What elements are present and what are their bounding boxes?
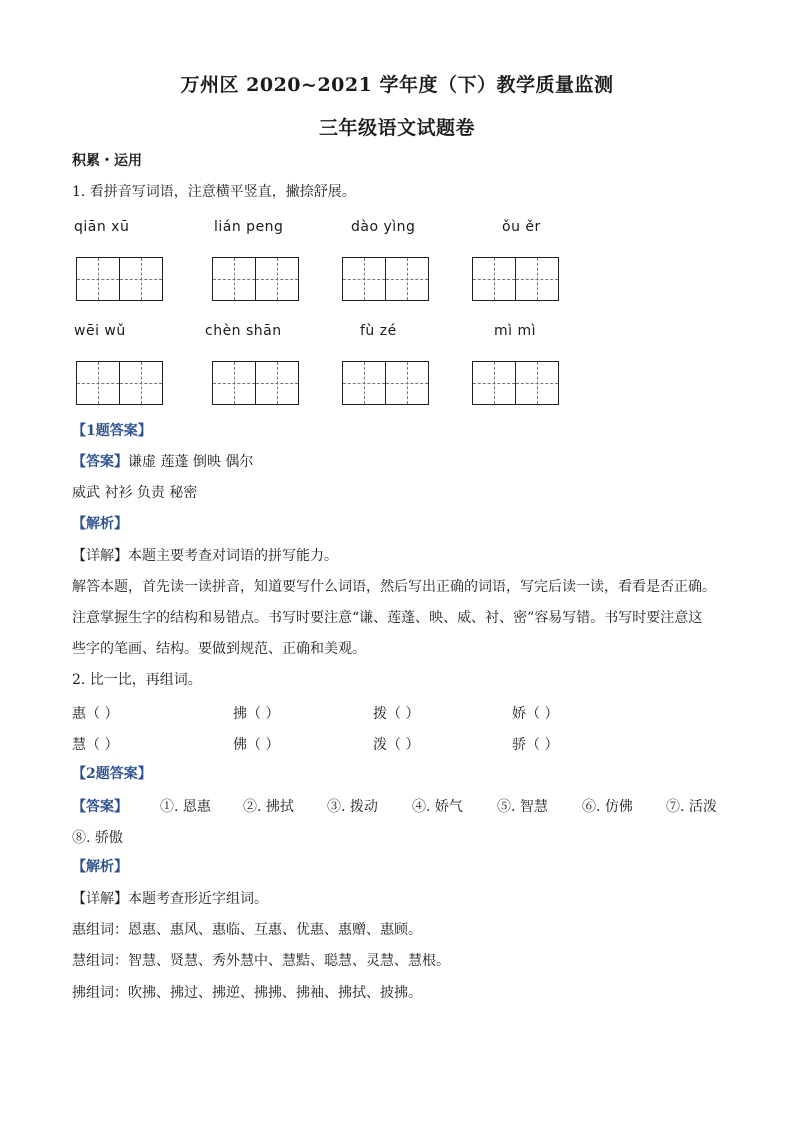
q1-explain-2: 注意掌握生字的结构和易错点。书写时要注意“谦、莲蓬、映、威、衬、密”容易写错。书写时要注意这 xyxy=(72,610,703,626)
answer-item: ⑥. 仿佛 xyxy=(582,799,633,815)
q2-words-3: 拂组词：吹拂、拂过、拂逆、拂拂、拂袖、拂拭、披拂。 xyxy=(72,985,422,1001)
tian-cell[interactable] xyxy=(76,257,120,301)
exam-title: 万州区 2020~2021 学年度（下）教学质量监测 xyxy=(180,74,614,96)
exam-subtitle: 三年级语文试题卷 xyxy=(318,117,475,139)
answer-item: ③. 拨动 xyxy=(327,799,378,815)
q2-detail xyxy=(72,890,268,908)
tian-cell[interactable] xyxy=(342,361,386,405)
q1-analysis-tag: 【解析】 xyxy=(72,516,128,532)
q1-answer-tag: 【1题答案】 xyxy=(72,423,152,439)
pinyin-row-1 xyxy=(0,219,794,239)
pinyin-label: ǒu ěr xyxy=(502,219,541,235)
q1-prompt: 1. 看拼音写词语，注意横平竖直，撇捺舒展。 xyxy=(72,184,356,200)
pinyin-label: chèn shān xyxy=(205,323,282,339)
pinyin-label: wēi wǔ xyxy=(74,323,126,339)
detail-text: 本题主要考查对词语的拼写能力。 xyxy=(128,548,338,564)
compare-item: 泼（ ） xyxy=(373,737,420,753)
answer-item: ⑧. 骄傲 xyxy=(72,830,123,846)
pinyin-label: lián peng xyxy=(214,219,284,235)
compare-item: 惠（ ） xyxy=(72,706,119,722)
detail-text: 本题考查形近字组词。 xyxy=(128,891,268,907)
answer-item: ④. 娇气 xyxy=(412,799,463,815)
answer-label: 【答案】 xyxy=(72,454,128,470)
detail-label: 【详解】 xyxy=(72,548,128,564)
q1-explain-3: 些字的笔画、结构。要做到规范、正确和美观。 xyxy=(72,641,366,657)
q2-words-2: 慧组词：智慧、贤慧、秀外慧中、慧黠、聪慧、灵慧、慧根。 xyxy=(72,953,450,969)
q2-analysis-tag: 【解析】 xyxy=(72,859,128,875)
q1-detail xyxy=(72,547,338,565)
answer-item: ①. 恩惠 xyxy=(160,799,211,815)
writing-grid[interactable] xyxy=(342,257,430,299)
writing-grid[interactable] xyxy=(76,257,164,299)
compare-item: 拨（ ） xyxy=(373,706,420,722)
tian-cell[interactable] xyxy=(472,361,516,405)
answer-text: 谦虚 莲蓬 倒映 偶尔 xyxy=(128,454,254,470)
pinyin-label: fù zé xyxy=(360,323,397,339)
answer-label: 【答案】 xyxy=(72,799,128,815)
tian-cell[interactable] xyxy=(255,257,299,301)
answer-item: ⑦. 活泼 xyxy=(666,799,717,815)
compare-item: 拂（ ） xyxy=(233,706,280,722)
compare-item: 佛（ ） xyxy=(233,737,280,753)
tian-cell[interactable] xyxy=(385,257,429,301)
q2-prompt: 2. 比一比，再组词。 xyxy=(72,672,202,688)
compare-item: 娇（ ） xyxy=(512,706,559,722)
q1-explain-1: 解答本题，首先读一读拼音，知道要写什么词语，然后写出正确的词语，写完后读一读，看看是否正确。 xyxy=(72,579,716,595)
answer-item: ②. 拂拭 xyxy=(243,799,294,815)
tian-cell[interactable] xyxy=(212,361,256,405)
writing-grid[interactable] xyxy=(212,361,300,403)
tian-cell[interactable] xyxy=(119,361,163,405)
q2-answer-tag: 【2题答案】 xyxy=(72,766,152,782)
tian-cell[interactable] xyxy=(119,257,163,301)
writing-grid[interactable] xyxy=(472,361,560,403)
writing-grid[interactable] xyxy=(212,257,300,299)
q2-words-1: 惠组词：恩惠、惠风、惠临、互惠、优惠、惠赠、惠顾。 xyxy=(72,922,422,938)
tian-cell[interactable] xyxy=(255,361,299,405)
pinyin-label: mì mì xyxy=(494,323,537,339)
section-heading: 积累・运用 xyxy=(72,153,142,169)
pinyin-label: dào yìng xyxy=(351,219,416,235)
tian-cell[interactable] xyxy=(515,257,559,301)
compare-item: 慧（ ） xyxy=(72,737,119,753)
writing-grid[interactable] xyxy=(472,257,560,299)
answer-item: ⑤. 智慧 xyxy=(497,799,548,815)
tian-cell[interactable] xyxy=(212,257,256,301)
tian-cell[interactable] xyxy=(472,257,516,301)
writing-grid[interactable] xyxy=(342,361,430,403)
writing-grid[interactable] xyxy=(76,361,164,403)
q1-answer-line-2: 威武 衬衫 负责 秘密 xyxy=(72,485,198,501)
detail-label: 【详解】 xyxy=(72,891,128,907)
tian-cell[interactable] xyxy=(76,361,120,405)
pinyin-row-2 xyxy=(0,323,794,343)
tian-cell[interactable] xyxy=(515,361,559,405)
tian-cell[interactable] xyxy=(342,257,386,301)
pinyin-label: qiān xū xyxy=(74,219,130,235)
compare-item: 骄（ ） xyxy=(512,737,559,753)
q1-answer-line-1 xyxy=(72,453,253,471)
tian-cell[interactable] xyxy=(385,361,429,405)
